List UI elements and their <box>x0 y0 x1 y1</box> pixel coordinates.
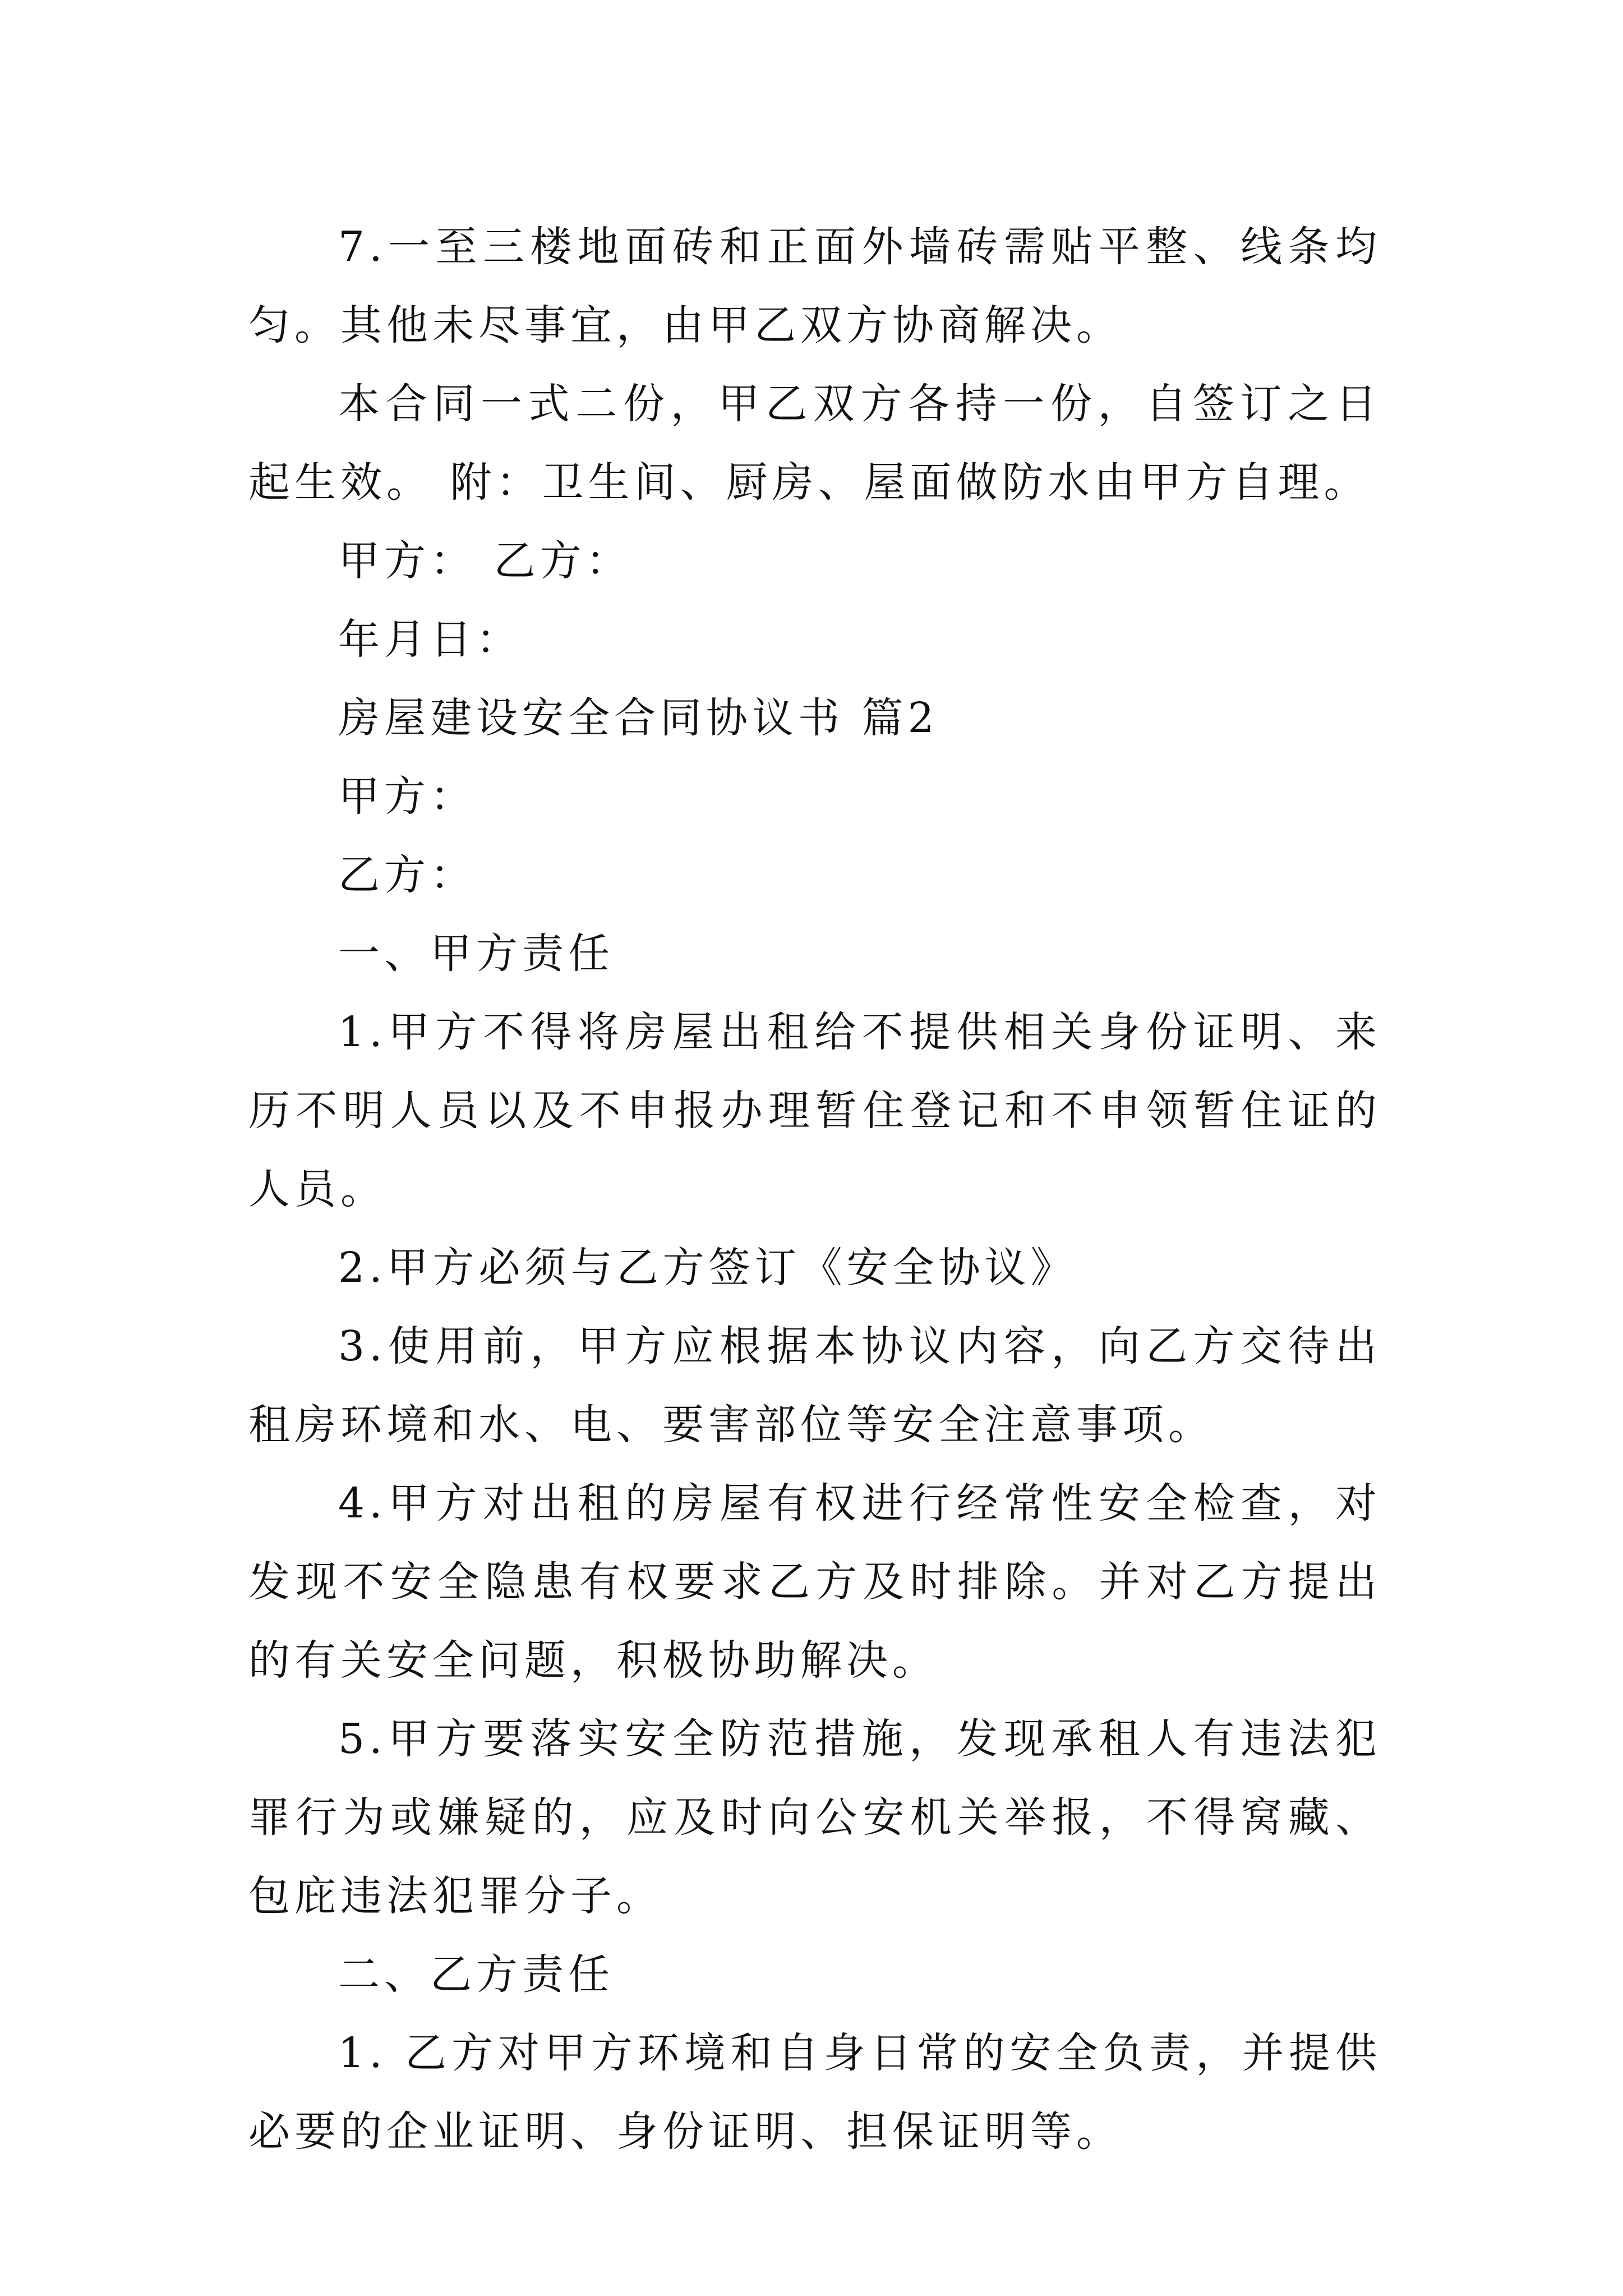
paragraph-a-5: 5.甲方要落实安全防范措施，发现承租人有违法犯罪行为或嫌疑的，应及时向公安机关举报，不得窝藏、包庇违法犯罪分子。 <box>248 1715 1381 1920</box>
paragraph-a-3: 3.使用前，甲方应根据本协议内容，向乙方交待出租房环境和水、电、要害部位等安全注意事项。 <box>248 1322 1381 1449</box>
party-b-label: 乙方： <box>338 851 476 899</box>
paragraph-a-2: 2.甲方必须与乙方签订《安全协议》 <box>338 1244 1077 1292</box>
paragraph-item-7: 7.一至三楼地面砖和正面外墙砖需贴平整、线条均匀。其他未尽事宜，由甲乙双方协商解决。 <box>248 223 1381 349</box>
paragraph-b-1: 1. 乙方对甲方环境和自身日常的安全负责，并提供必要的企业证明、身份证明、担保证明等。 <box>248 2029 1381 2156</box>
section-title-part-2: 房屋建设安全合同协议书 篇2 <box>338 694 939 742</box>
heading-party-b-responsibility: 二、乙方责任 <box>338 1950 614 1999</box>
paragraph-parties-signature: 甲方： 乙方： <box>338 537 632 585</box>
heading-party-a-responsibility: 一、甲方责任 <box>338 930 614 978</box>
paragraph-a-1: 1.甲方不得将房屋出租给不提供相关身份证明、来历不明人员以及不申报办理暂住登记和不申领暂住证的人员。 <box>248 1008 1381 1213</box>
party-a-label: 甲方： <box>338 772 476 821</box>
paragraph-contract-copies: 本合同一式二份，甲乙双方各持一份，自签订之日起生效。 附：卫生间、厨房、屋面做防水由甲方自理。 <box>248 380 1381 507</box>
paragraph-a-4: 4.甲方对出租的房屋有权进行经常性安全检查，对发现不安全隐患有权要求乙方及时排除。并对乙方提出的有关安全问题，积极协助解决。 <box>248 1479 1381 1685</box>
document-body <box>248 208 1381 2171</box>
paragraph-date: 年月日： <box>338 615 522 664</box>
